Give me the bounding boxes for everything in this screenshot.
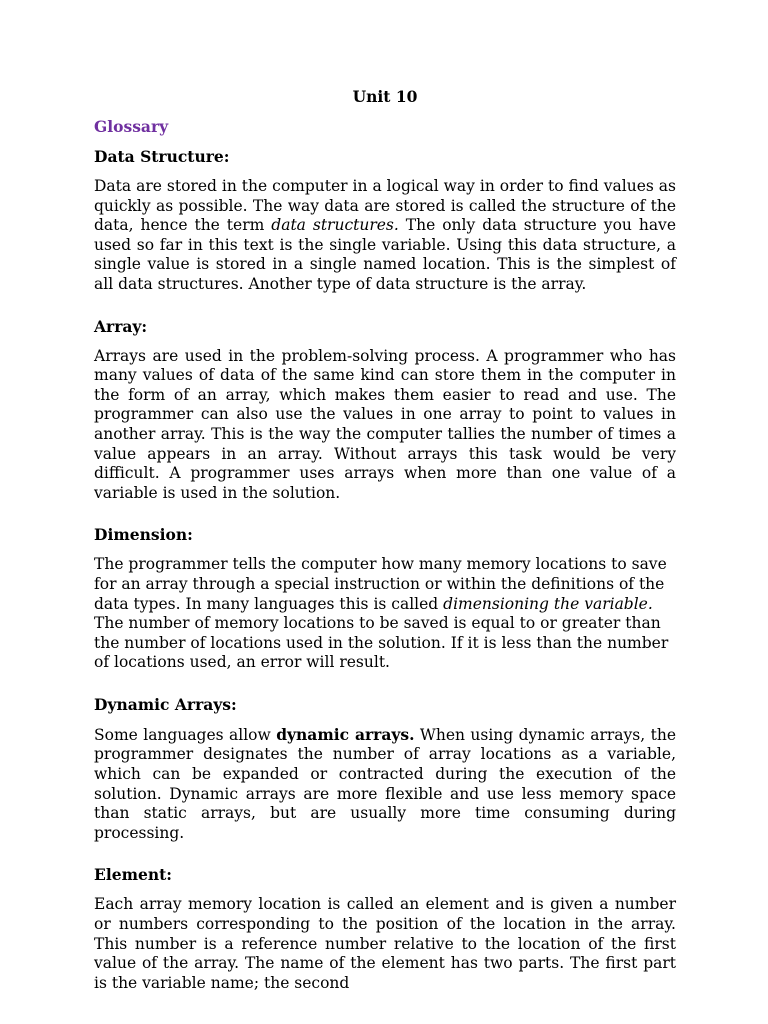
definition-text: Each array memory location is called an element and is given a number or numbers corresponding to the position of the location in the array. This number is a reference number relative to the location of the first value of the array. The name of the element has two parts. The first part is the variable name; the second [94, 895, 676, 992]
term-dynamic-arrays: Dynamic Arrays: [94, 694, 237, 714]
definition-dynamic-arrays [94, 725, 676, 844]
bold-term: dynamic arrays. [276, 724, 415, 744]
definition-text: Data are stored in the computer in a logical way in order to find values as quickly as possible. The way data are stored is called the structure of the data, hence the term [94, 177, 676, 235]
term-array: Array: [94, 316, 148, 336]
definition-text: When using dynamic arrays, the programmer designates the number of array locations as a variable, which can be expanded or contracted during the execution of the solution. Dynamic arrays are more flexible and use less memory space than static arrays, but are usually more time consuming during processing. [94, 725, 676, 842]
document-page [94, 86, 676, 993]
definition-element [94, 895, 676, 993]
definition-array [94, 347, 676, 504]
term-dimension: Dimension: [94, 525, 193, 545]
term-data-structure: Data Structure: [94, 147, 230, 166]
definition-data-structure [94, 177, 676, 295]
italic-term: data structures. [271, 216, 399, 235]
term-element: Element: [94, 865, 172, 885]
unit-title: Unit 10 [352, 87, 418, 106]
definition-text: The only data structure you have used so far in this text is the single variable. Using this data structure, a single value is stored in a single named location. This is the simplest of all data structures. Another type of data structure is the array. [94, 216, 676, 293]
definition-text: The programmer tells the computer how many memory locations to save for an array through a special instruction or within the definitions of the data types. In many languages this is called [94, 555, 667, 613]
definition-text: Some languages allow [94, 725, 277, 744]
glossary-heading: Glossary [94, 117, 169, 136]
definition-text: Arrays are used in the problem-solving process. A programmer who has many values of data of the same kind can store them in the computer in the form of an array, which makes them easier to read and use. The programmer can also use the values in one array to point to values in another array. This is the way the computer tallies the number of times a value appears in an array. Without arrays this task would be very difficult. A programmer uses arrays when more than one value of a variable is used in the solution. [94, 346, 676, 502]
definition-dimension [94, 555, 676, 673]
definition-text: The number of memory locations to be saved is equal to or greater than the number of locations used in the solution. If it is less than the number of locations used, an error will result. [94, 614, 669, 672]
italic-term: dimensioning the variable. [443, 594, 653, 613]
